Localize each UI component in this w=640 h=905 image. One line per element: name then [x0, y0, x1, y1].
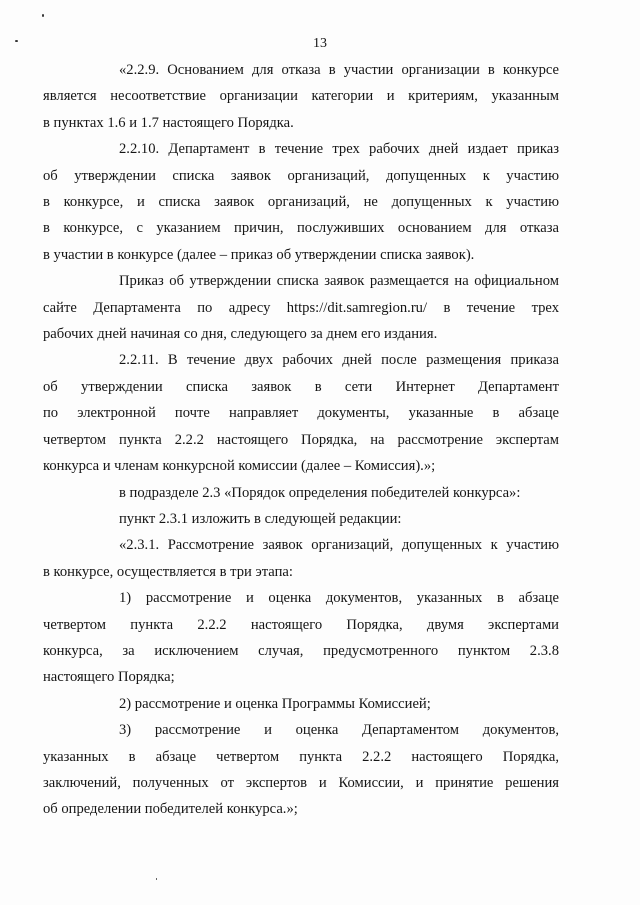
paragraph-2-2-9 [43, 57, 559, 136]
page-number: 13 [313, 36, 327, 51]
paragraph-item-2-3-1-intro [81, 506, 559, 532]
scan-speck [42, 14, 44, 17]
text-line: «2.3.1. Рассмотрение заявок организаций, допущенных к участию [119, 537, 559, 554]
text-line: настоящего Порядка; [43, 669, 175, 686]
paragraph-2-2-10 [43, 136, 559, 268]
paragraph-subsection-2-3 [81, 480, 559, 506]
text-line: 2) рассмотрение и оценка Программы Комиссией; [119, 695, 431, 712]
text-line: об утверждении списка заявок в сети Интернет Департамент [43, 378, 559, 395]
paragraph-2-2-11 [43, 347, 559, 479]
text-line: 2.2.10. Департамент в течение трех рабочих дней издает приказ [119, 141, 559, 158]
text-line: указанных в абзаце четвертом пункта 2.2.2 настоящего Порядка, [43, 748, 559, 765]
paragraph-stage-1 [43, 585, 559, 691]
text-line: в конкурсе, с указанием причин, послуживших основанием для отказа [43, 220, 559, 237]
text-line: является несоответствие организации категории и критериям, указанным [43, 88, 559, 105]
paragraph-stage-2 [81, 691, 559, 717]
document-body [43, 57, 559, 823]
scan-speck [156, 878, 157, 880]
paragraph-stage-3 [43, 717, 559, 823]
paragraph-order-publication [43, 268, 559, 347]
text-line: сайте Департамента по адресу https://dit.samregion.ru/ в течение трех [43, 299, 559, 316]
text-line: об утверждении списка заявок организаций, допущенных к участию [43, 167, 559, 184]
text-line: по электронной почте направляет документы, указанные в абзаце [43, 405, 559, 422]
text-line: «2.2.9. Основанием для отказа в участии организации в конкурсе [119, 62, 559, 78]
paragraph-2-3-1 [43, 532, 559, 585]
text-line: рабочих дней начиная со дня, следующего за днем его издания. [43, 326, 438, 343]
text-line: в пунктах 1.6 и 1.7 настоящего Порядка. [43, 114, 294, 131]
text-line: об определении победителей конкурса.»; [43, 801, 298, 818]
text-line: в конкурсе, осуществляется в три этапа: [43, 563, 293, 580]
text-line: в конкурсе, и списка заявок организаций, не допущенных к участию [43, 194, 559, 211]
text-line: конкурса, за исключением случая, предусмотренного пунктом 2.3.8 [43, 642, 559, 659]
text-line: 1) рассмотрение и оценка документов, указанных в абзаце [119, 590, 559, 607]
text-line: пункт 2.3.1 изложить в следующей редакции: [119, 510, 402, 527]
text-line: четвертом пункта 2.2.2 настоящего Порядка, двумя экспертами [43, 616, 559, 633]
text-line: конкурса и членам конкурсной комиссии (далее – Комиссия).»; [43, 458, 436, 475]
text-line: в подразделе 2.3 «Порядок определения победителей конкурса»: [119, 484, 521, 501]
text-line: 3) рассмотрение и оценка Департаментом документов, [119, 722, 559, 739]
text-line: четвертом пункта 2.2.2 настоящего Порядка, на рассмотрение экспертам [43, 431, 559, 448]
text-line: Приказ об утверждении списка заявок размещается на официальном [119, 273, 559, 290]
text-line: 2.2.11. В течение двух рабочих дней после размещения приказа [119, 352, 559, 369]
text-line: в участии в конкурсе (далее – приказ об утверждении списка заявок). [43, 246, 475, 263]
text-line: заключений, полученных от экспертов и Комиссии, и принятие решения [43, 774, 559, 791]
